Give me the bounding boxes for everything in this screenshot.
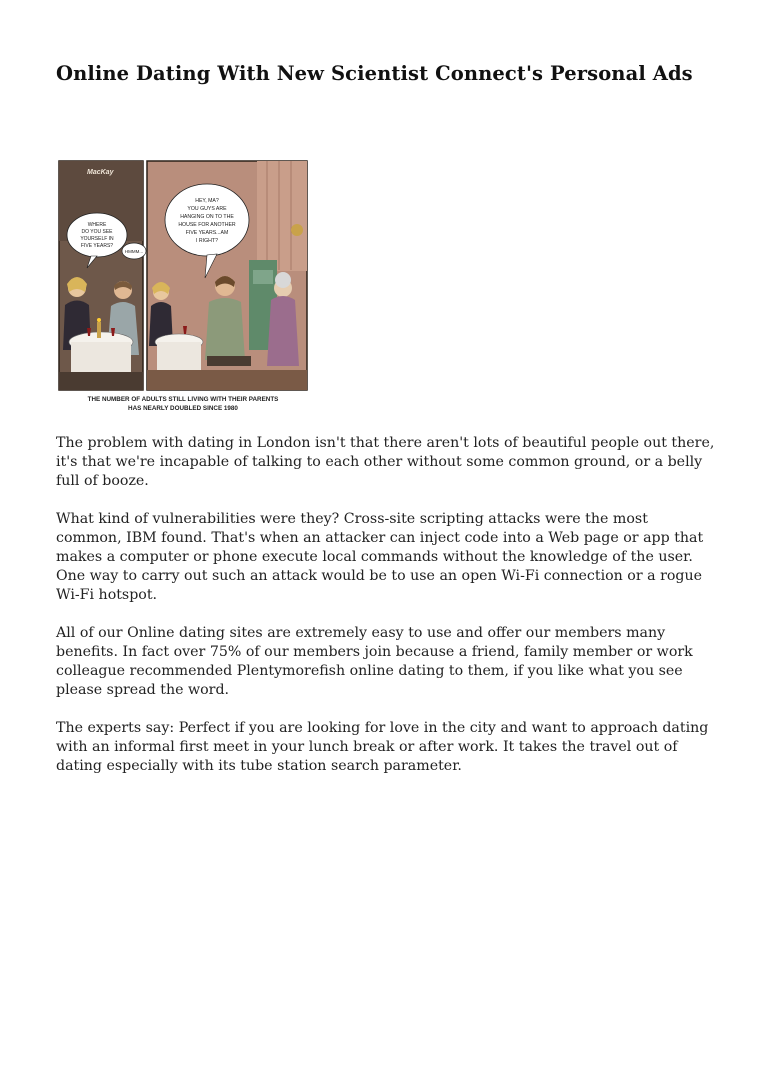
bubble-text: YOURSELF IN bbox=[80, 236, 114, 242]
cartoon-right-panel bbox=[147, 161, 307, 390]
bubble-text: YOU GUYS ARE bbox=[187, 206, 227, 212]
bubble-text: FIVE YEARS...AM bbox=[185, 230, 229, 236]
bubble-text: HMMM... bbox=[124, 249, 144, 254]
bubble-text: HOUSE FOR ANOTHER bbox=[178, 222, 236, 228]
bubble-text: WHERE bbox=[87, 222, 107, 228]
cartoon-image bbox=[57, 160, 309, 416]
bubble-text: HEY, MA? bbox=[195, 198, 219, 204]
bubble-text: I RIGHT? bbox=[196, 238, 218, 244]
cartoon-caption-line1: THE NUMBER OF ADULTS STILL LIVING WITH THEIR PARENTS bbox=[87, 396, 279, 403]
paragraph: The problem with dating in London isn't that there aren't lots of beautiful people out there, it's that we're incapable of talking to each other without some common ground, or a belly full of booze. bbox=[56, 435, 715, 489]
paragraph: The experts say: Perfect if you are looking for love in the city and want to approach dating with an informal first meet in your lunch break or after work. It takes the travel out of dating especially with its tube station search parameter. bbox=[56, 720, 709, 774]
cartoon-signature: MacKay bbox=[87, 169, 114, 176]
cartoon-caption-line2: HAS NEARLY DOUBLED SINCE 1980 bbox=[128, 405, 238, 412]
cartoon-left-panel bbox=[59, 161, 146, 390]
page-title: Online Dating With New Scientist Connect's Personal Ads bbox=[56, 62, 693, 85]
paragraph: All of our Online dating sites are extremely easy to use and offer our members many benefits. In fact over 75% of our members join because a friend, family member or work colleague recommended Plentymorefish online dating to them, if you like what you see please spread the word. bbox=[56, 625, 693, 698]
paragraph: What kind of vulnerabilities were they? Cross-site scripting attacks were the most common, IBM found. That's when an attacker can inject code into a Web page or app that makes a computer or phone execute local commands without the knowledge of the user. One way to carry out such an attack would be to use an open Wi-Fi connection or a rogue Wi-Fi hotspot. bbox=[56, 511, 704, 603]
bubble-text: FIVE YEARS? bbox=[80, 243, 114, 249]
article-body bbox=[56, 434, 716, 795]
bubble-text: DO YOU SEE bbox=[81, 229, 113, 235]
bubble-text: HANGING ON TO THE bbox=[180, 214, 234, 220]
